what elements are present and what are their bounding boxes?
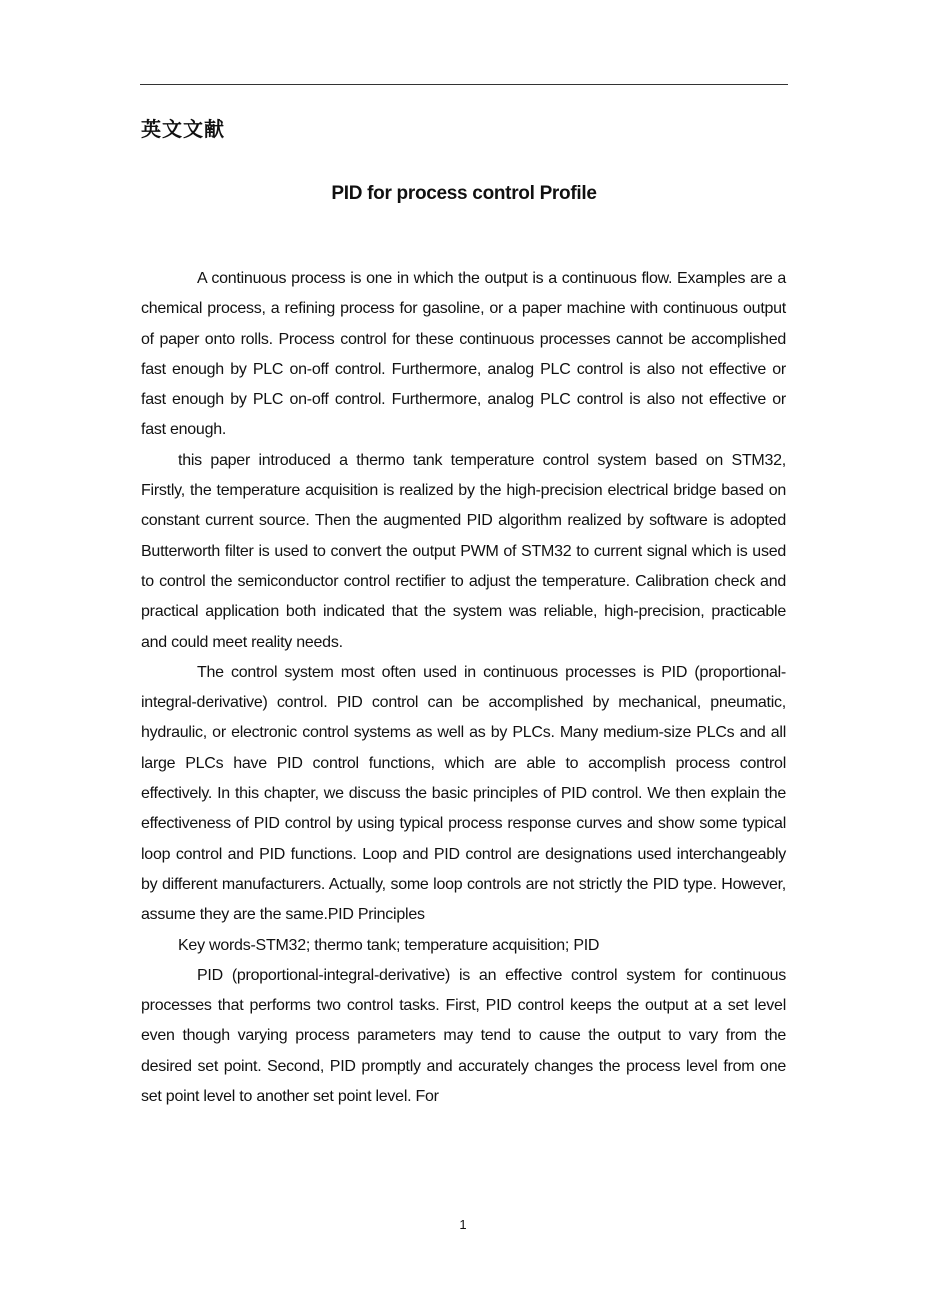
paragraph-pid-principles: PID (proportional-integral-derivative) is an effective control system for continuous processes that performs two control tasks. First, PID control keeps the output at a set level even though varying process parameters may tend to cause the output to vary from the desired set point. Second, PID promptly and accurately changes the process level from one set point level to another set point level. For bbox=[141, 966, 786, 1106]
paragraph-abstract: this paper introduced a thermo tank temperature control system based on STM32, Firstly, the temperature acquisition is realized by the high-precision electrical bridge based on constant current source. Then the augmented PID algorithm realized by software is adopted Butterworth filter is used to convert the output PWM of STM32 to current signal which is used to control the semiconductor control rectifier to adjust the temperature. Calibration check and practical application both indicated that the system was reliable, high-precision, practicable and could meet reality needs. bbox=[141, 451, 786, 651]
paragraph-pid-overview: The control system most often used in continuous processes is PID (proportional-integral-derivative) control. PID control can be accomplished by mechanical, pneumatic, hydraulic, or electronic control systems as well as by PLCs. Many medium-size PLCs and all large PLCs have PID control functions, which are able to accomplish process control effectively. In this chapter, we discuss the basic principles of PID control. We then explain the effectiveness of PID control by using typical process response curves and show some typical loop control and PID functions. Loop and PID control are designations used interchangeably by different manufacturers. Actually, some loop controls are not strictly the PID type. However, assume they are the same.PID Principles bbox=[141, 663, 786, 924]
document-title: PID for process control Profile bbox=[331, 183, 597, 204]
body-text bbox=[141, 264, 786, 1112]
page-number: 1 bbox=[459, 1217, 467, 1232]
paragraph-keywords: Key words-STM32; thermo tank; temperature acquisition; PID bbox=[178, 936, 600, 954]
header-rule bbox=[140, 84, 788, 85]
section-heading: 英文文献 bbox=[141, 119, 225, 141]
paragraph-continuous-process: A continuous process is one in which the output is a continuous flow. Examples are a chemical process, a refining process for gasoline, or a paper machine with continuous output of paper onto rolls. Process control for these continuous processes cannot be accomplished fast enough by PLC on-off control. Furthermore, analog PLC control is also not effective or fast enough by PLC on-off control. Furthermore, analog PLC control is also not effective or fast enough. bbox=[141, 270, 786, 439]
